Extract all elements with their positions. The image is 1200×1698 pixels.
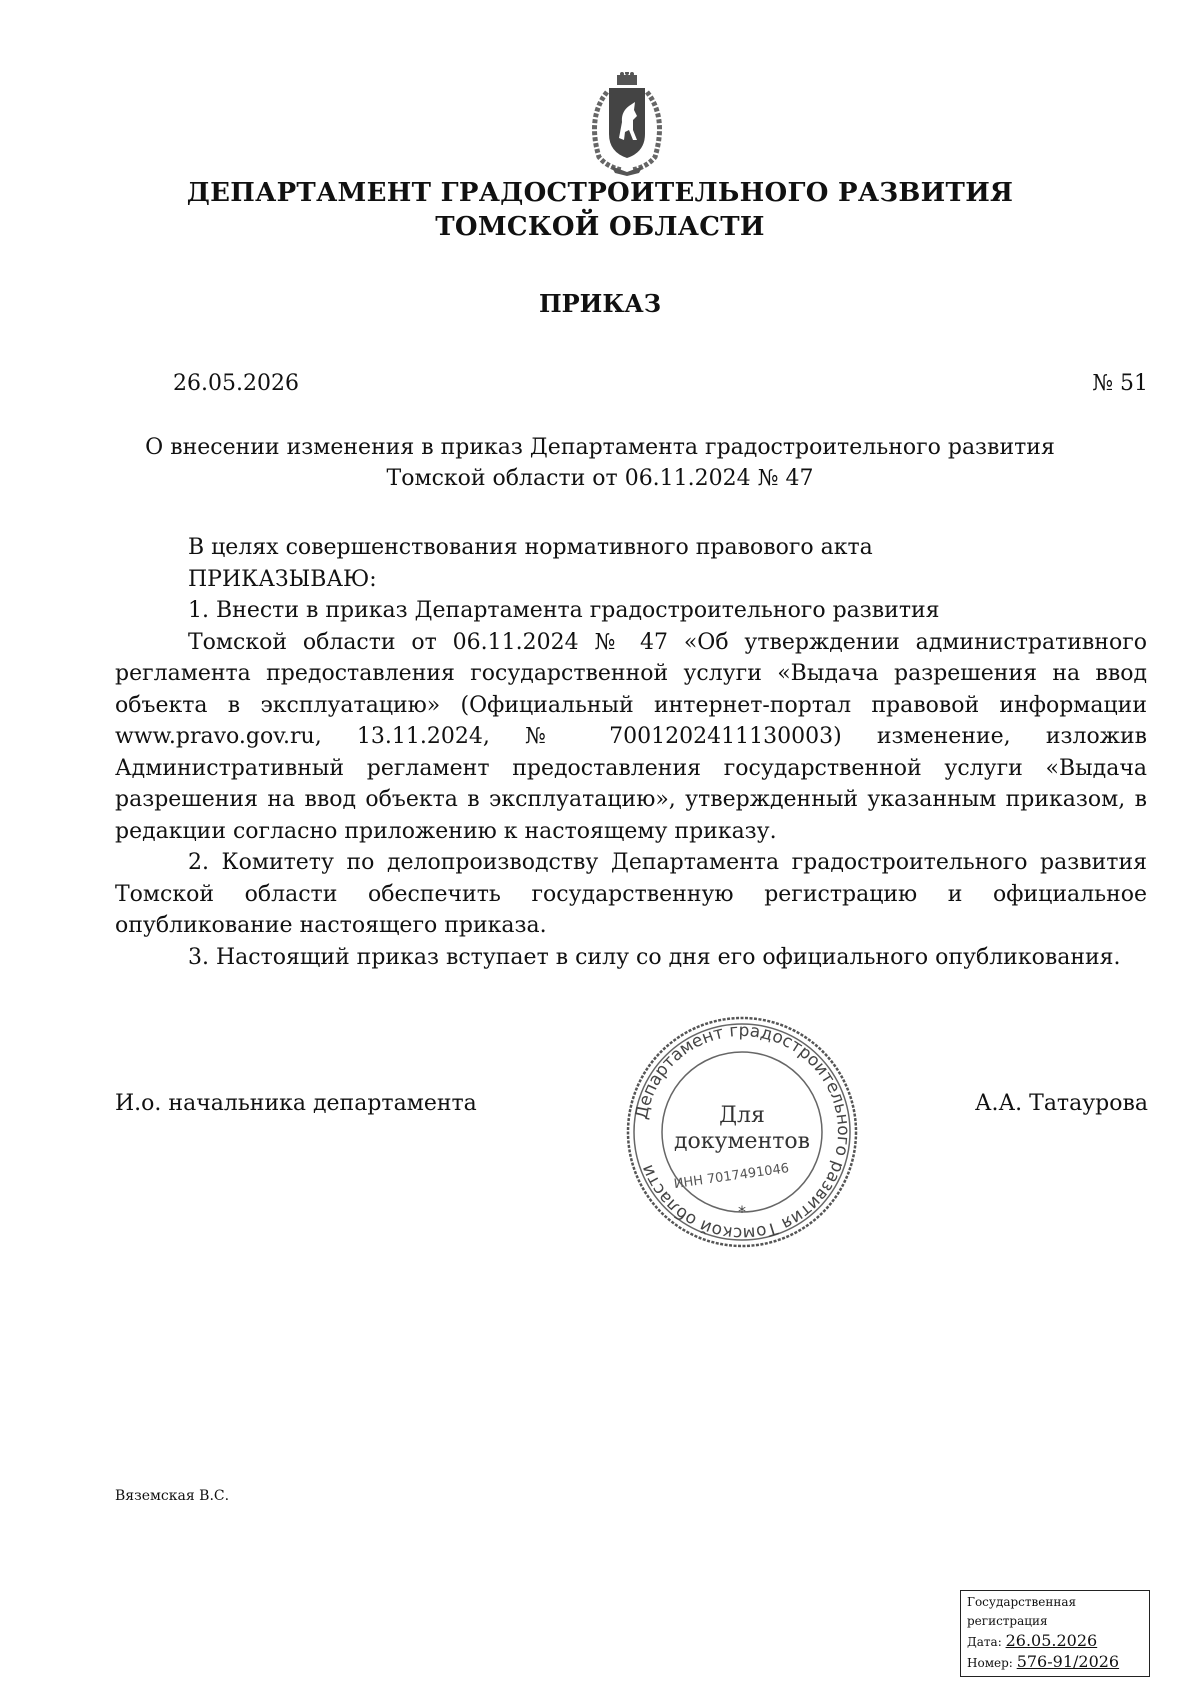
registration-number-value: 576-91/2026 <box>1016 1652 1120 1671</box>
tomsk-region-coat-of-arms-icon <box>577 72 677 177</box>
registration-number-label: Номер: <box>967 1656 1013 1670</box>
official-seal <box>622 1012 862 1252</box>
document-type: ПРИКАЗ <box>538 289 662 318</box>
seal-star: * <box>738 1202 746 1221</box>
subject-line-2: Томской области от 06.11.2024 № 47 <box>386 466 814 491</box>
item-2-paragraph: 2. Комитету по делопроизводству Департамента градостроительного развития Томской области обеспечить государственную регистрацию и официальное опубликование настоящего приказа. <box>115 850 1147 938</box>
subject-line-1: О внесении изменения в приказ Департамента градостроительного развития <box>145 435 1055 460</box>
executor-name: Вяземская В.С. <box>115 1488 230 1504</box>
intro-paragraph: В целях совершенствования нормативного правового акта <box>188 535 873 560</box>
registration-title: Государственная регистрация <box>967 1595 1077 1628</box>
organization-name-line-1: ДЕПАРТАМЕНТ ГРАДОСТРОИТЕЛЬНОГО РАЗВИТИЯ <box>186 178 1014 208</box>
signatory-name: А.А. Татаурова <box>974 1091 1148 1116</box>
item-1-first-line: 1. Внести в приказ Департамента градостроительного развития <box>188 598 940 623</box>
document-body <box>115 532 1147 973</box>
item-3-paragraph: 3. Настоящий приказ вступает в силу со дня его официального опубликования. <box>188 944 1121 970</box>
registration-stamp <box>960 1590 1150 1677</box>
organization-name-line-2: ТОМСКОЙ ОБЛАСТИ <box>435 212 765 242</box>
registration-number-row <box>967 1652 1143 1673</box>
seal-inn: ИНН 7017491046 <box>672 1161 791 1193</box>
document-number: № 51 <box>1092 371 1148 396</box>
seal-center-line-1: Для <box>719 1103 765 1128</box>
signatory-position: И.о. начальника департамента <box>115 1091 477 1116</box>
seal-outer-text: Департамент градостроительного развития Томской области <box>631 1020 854 1244</box>
item-1-paragraph: Томской области от 06.11.2024 № 47 «Об утверждении административного регламента предоставления государственной услуги «Выдача разрешения на ввод объекта в эксплуатацию» (Официальный интернет-портал правовой информации www.pravo.gov.ru, 13.11.2024, № 7001202411130003) изменение, изложив Административный регламент предоставления государственной услуги «Выдача разрешения на ввод объекта в эксплуатацию», утвержденный указанным приказом, в редакции согласно приложению к настоящему приказу. <box>115 629 1147 844</box>
order-word: ПРИКАЗЫВАЮ: <box>188 566 377 592</box>
registration-date-value: 26.05.2026 <box>1005 1631 1098 1650</box>
registration-date-row <box>967 1631 1143 1652</box>
registration-date-label: Дата: <box>967 1635 1002 1649</box>
document-date: 26.05.2026 <box>173 371 299 396</box>
seal-center-line-2: документов <box>673 1129 811 1154</box>
